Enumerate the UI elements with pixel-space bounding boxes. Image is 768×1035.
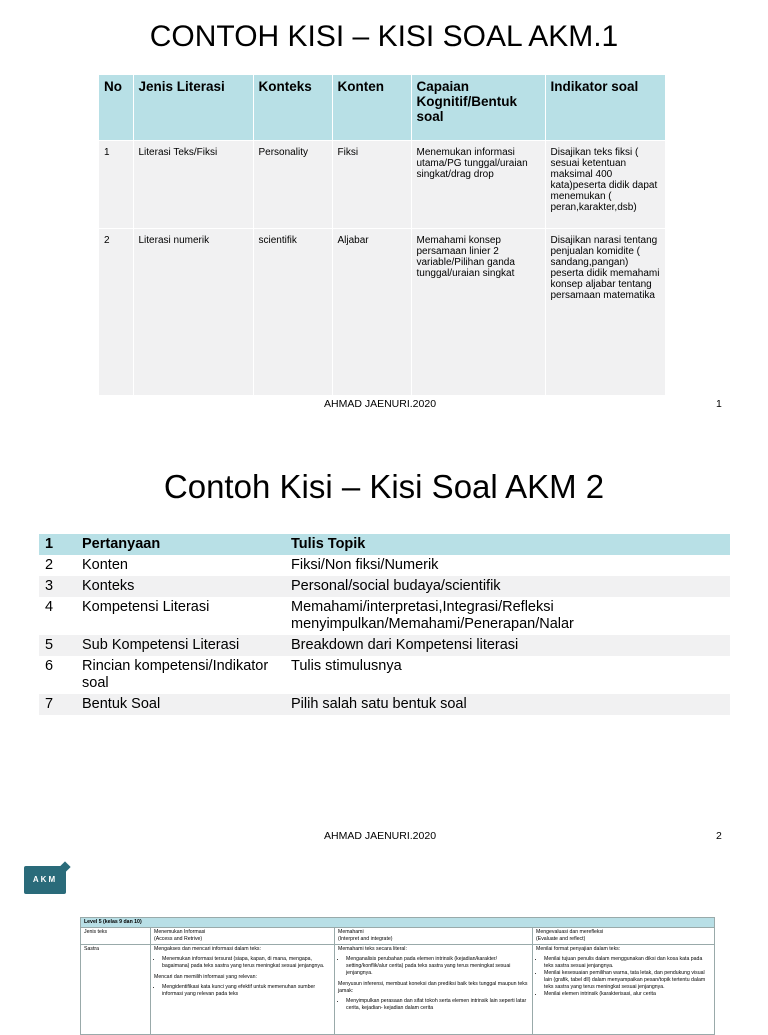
cell-jenis: Literasi numerik — [133, 229, 253, 396]
cell-indikator: Disajikan teks fiksi ( sesuai ketentuan maksimal 400 kata)peserta didik dapat menemukan ( peran,karakter,dsb) — [545, 141, 665, 229]
row-topic: Pilih salah satu bentuk soal — [285, 694, 730, 715]
cell-konteks: scientifik — [253, 229, 332, 396]
table-row — [81, 945, 715, 1035]
table-row — [39, 656, 730, 694]
cell-no: 1 — [99, 141, 133, 229]
table-header-row — [39, 534, 730, 555]
row-question: Rincian kompetensi/Indikator soal — [76, 656, 285, 694]
table-row — [39, 555, 730, 576]
row-topic: Tulis stimulusnya — [285, 656, 730, 694]
header-memahami: Memahami (Interpret and integrate) — [335, 928, 533, 945]
slide2-page-number: 2 — [716, 830, 722, 842]
cell-mengevaluasi: Menilai format penyajian dalam teks: • Menilai tujuan penulis dalam menggunakan diksi dan kosa kata pada teks sastra sesuai jenjangnya. • Menilai kesesuaian pemilihan warna, tata letak, dan pendukung visual lain (grafik, tabel dll) dalam menyampaikan pesan/topik tertentu dalam teks sastra yang terus meningkat sesuai jenjangnya. • Menilai elemen intrinsik (karakterisasi, alur cerita — [533, 945, 715, 1035]
slide2-title: Contoh Kisi – Kisi Soal AKM 2 — [163, 468, 605, 505]
cell-no: 2 — [99, 229, 133, 396]
row-number: 3 — [39, 576, 76, 597]
cell-capaian: Menemukan informasi utama/PG tunggal/uraian singkat/drag drop — [411, 141, 545, 229]
cell-konten: Fiksi — [332, 141, 411, 229]
header-tulis-topik: Tulis Topik — [285, 534, 730, 555]
row-label-sastra: Sastra — [81, 945, 151, 1035]
row-question: Konten — [76, 555, 285, 576]
table-header-row — [99, 75, 665, 141]
table-header-row — [81, 928, 715, 945]
cell-jenis: Literasi Teks/Fiksi — [133, 141, 253, 229]
header-konten: Konten — [332, 75, 411, 141]
slide1-page-number: 1 — [716, 398, 722, 410]
header-jenis-literasi: Jenis Literasi — [133, 75, 253, 141]
header-menemukan: Menemukan Informasi (Access and Retrive) — [151, 928, 335, 945]
header-jenis-teks: Jenis teks — [81, 928, 151, 945]
header-number: 1 — [39, 534, 76, 555]
header-capaian: Capaian Kognitif/Bentuk soal — [411, 75, 545, 141]
table-row — [99, 229, 665, 396]
cell-konteks: Personality — [253, 141, 332, 229]
akm-logo — [24, 866, 66, 894]
table-row — [39, 597, 730, 635]
slide1-title: CONTOH KISI – KISI SOAL AKM.1 — [149, 20, 619, 53]
table-row — [39, 694, 730, 715]
header-indikator: Indikator soal — [545, 75, 665, 141]
row-topic: Breakdown dari Kompetensi literasi — [285, 635, 730, 656]
row-question: Sub Kompetensi Literasi — [76, 635, 285, 656]
row-number: 6 — [39, 656, 76, 694]
level-table — [80, 917, 715, 1035]
row-topic: Personal/social budaya/scientifik — [285, 576, 730, 597]
cell-menemukan: Mengakses dan mencari informasi dalam teks: • Menemukan informasi tersurat (siapa, kapan, di mana, mengapa, bagaimana) pada teks sastra yang terus meningkat sesuai jenjangnya. Mencari dan memilih informasi yang relevan: • Mengidentifikasi kata kunci yang efektif untuk memenuhan sumber informasi yang relevan pada teks — [151, 945, 335, 1035]
akm-logo-text: AKM — [32, 875, 58, 884]
row-number: 2 — [39, 555, 76, 576]
row-question: Konteks — [76, 576, 285, 597]
cell-indikator: Disajikan narasi tentang penjualan komidite ( sandang,pangan) peserta didik memahami konsep aljabar tentang persamaan matematika — [545, 229, 665, 396]
cell-capaian: Memahami konsep persamaan linier 2 variable/Pilihan ganda tunggal/uraian singkat — [411, 229, 545, 396]
table-row — [39, 635, 730, 656]
kisi-table-akm1 — [99, 75, 666, 395]
row-question: Kompetensi Literasi — [76, 597, 285, 635]
header-no: No — [99, 75, 133, 141]
row-topic: Memahami/interpretasi,Integrasi/Refleksi menyimpulkan/Memahami/Penerapan/Nalar — [285, 597, 730, 635]
header-konteks: Konteks — [253, 75, 332, 141]
level-row — [81, 918, 715, 928]
row-question: Bentuk Soal — [76, 694, 285, 715]
table-row — [39, 576, 730, 597]
header-mengevaluasi: Mengevaluasi dan merefleksi (Evaluate and reflect) — [533, 928, 715, 945]
cell-konten: Aljabar — [332, 229, 411, 396]
slide1-footer: AHMAD JAENURI.2020 — [324, 398, 437, 410]
slide2-footer: AHMAD JAENURI.2020 — [324, 830, 437, 842]
row-topic: Fiksi/Non fiksi/Numerik — [285, 555, 730, 576]
header-pertanyaan: Pertanyaan — [76, 534, 285, 555]
row-number: 4 — [39, 597, 76, 635]
level-title: Level 5 (kelas 9 dan 10) — [81, 918, 715, 928]
row-number: 5 — [39, 635, 76, 656]
row-number: 7 — [39, 694, 76, 715]
table-row — [99, 141, 665, 229]
cell-memahami: Memahami teks secara literal: • Menganalisis perubahan pada elemen intrinsik (kejadian/karakter/ setting/konflik/alur cerita) pada teks sastra yang terus meningkat sesuai jenjangnya. Menyusun inferensi, membuat koneksi dan prediksi baik teks tunggal maupun teks jamak: • Menyimpulkan perasaan dan sifat tokoh serta elemen intrinsik lain seperti latar cerita, kejadian- kejadian dalam cerita — [335, 945, 533, 1035]
kisi-table-akm2 — [39, 534, 730, 715]
